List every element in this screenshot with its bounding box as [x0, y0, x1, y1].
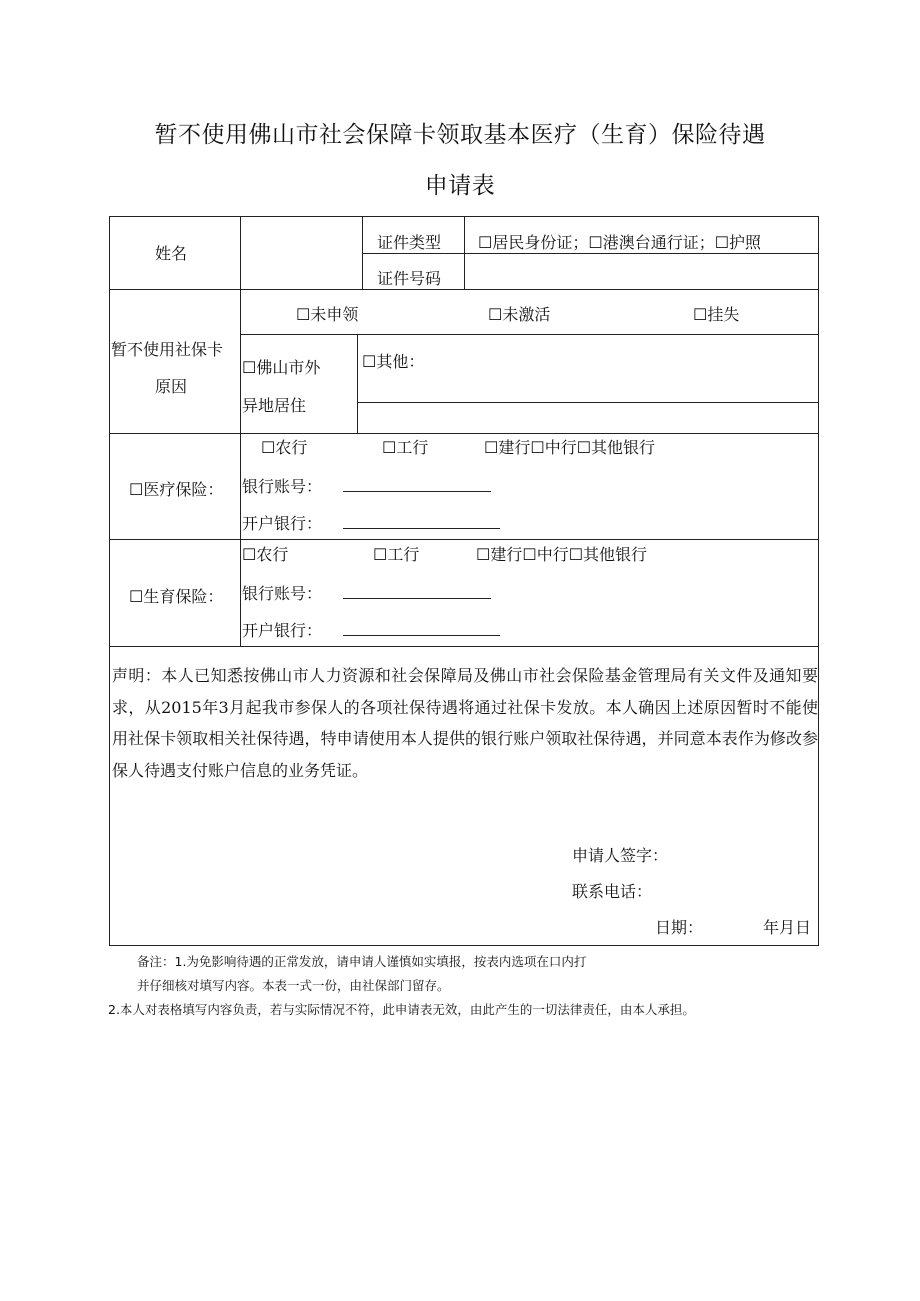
- row-subdivider: [362, 253, 819, 254]
- medical-bank-agri-checkbox[interactable]: ☐农行: [261, 438, 308, 457]
- row-divider: [109, 646, 819, 647]
- medical-account-input[interactable]: [343, 491, 491, 492]
- phone-label: 联系电话：: [572, 882, 653, 901]
- maternity-account-label: 银行账号：: [242, 584, 323, 603]
- form-title-line1: 暂不使用佛山市社会保障卡领取基本医疗（生育）保险待遇: [154, 122, 766, 148]
- table-border-bottom: [109, 945, 819, 946]
- reason-other-input[interactable]: [359, 404, 817, 432]
- maternity-bank-icbc-checkbox[interactable]: ☐工行: [373, 545, 420, 564]
- date-label: 日期：: [655, 918, 704, 937]
- phone-field[interactable]: [657, 876, 812, 900]
- maternity-account-input[interactable]: [343, 598, 491, 599]
- reason-label-line1: 暂不使用社保卡: [111, 340, 224, 359]
- declaration-text: 声明：本人已知悉按佛山市人力资源和社会保障局及佛山市社会保险基金管理局有关文件及通知要求，从2015年3月起我市参保人的各项社保待遇将通过社保卡发放。本人确因上述原因暂时不能使用社保卡领取相关社保待遇，特申请使用本人提供的银行账户领取社保待遇，并同意本表作为修改参保人待遇支付账户信息的业务凭证。: [112, 666, 818, 780]
- name-label: 姓名: [155, 244, 188, 263]
- note-line1: 备注：1.为免影响待遇的正常发放，请申请人谨慎如实填报，按表内选项在口内打: [137, 954, 587, 969]
- reason-remote-checkbox[interactable]: ☐佛山市外: [242, 358, 321, 377]
- col-divider: [357, 334, 358, 434]
- row-subdivider: [357, 402, 819, 403]
- col-divider: [240, 433, 241, 647]
- maternity-bank-other-options[interactable]: ☐建行☐中行☐其他银行: [476, 545, 648, 564]
- maternity-bank-input[interactable]: [343, 635, 500, 636]
- form-title-line2: 申请表: [424, 173, 496, 199]
- col-divider: [240, 289, 241, 434]
- id-type-options[interactable]: ☐居民身份证；☐港澳台通行证；☐护照: [478, 233, 762, 252]
- date-units: 年月日: [763, 918, 812, 937]
- reason-other-checkbox[interactable]: ☐其他：: [362, 352, 425, 371]
- reason-label-line2: 原因: [155, 377, 188, 396]
- medical-bank-label: 开户银行：: [242, 514, 323, 533]
- table-border-left: [109, 216, 110, 946]
- maternity-insurance-checkbox[interactable]: ☐生育保险：: [129, 587, 224, 606]
- reason-not-activated-checkbox[interactable]: ☐未激活: [488, 305, 551, 324]
- medical-bank-other-options[interactable]: ☐建行☐中行☐其他银行: [484, 438, 656, 457]
- id-type-label: 证件类型: [377, 233, 442, 252]
- medical-bank-icbc-checkbox[interactable]: ☐工行: [382, 438, 429, 457]
- row-divider: [109, 539, 819, 540]
- maternity-bank-label: 开户银行：: [242, 621, 323, 640]
- note-line3: 2.本人对表格填写内容负责，若与实际情况不符，此申请表无效，由此产生的一切法律责任，由本人承担。: [108, 1002, 695, 1017]
- row-subdivider: [240, 334, 819, 335]
- table-border-right: [818, 216, 819, 946]
- signature-field[interactable]: [672, 840, 812, 864]
- medical-bank-input[interactable]: [343, 528, 500, 529]
- medical-account-label: 银行账号：: [242, 477, 323, 496]
- name-input[interactable]: [242, 218, 361, 288]
- col-divider: [240, 216, 241, 290]
- signature-label: 申请人签字：: [572, 846, 669, 865]
- medical-insurance-checkbox[interactable]: ☐医疗保险：: [129, 480, 224, 499]
- row-divider: [109, 433, 819, 434]
- id-number-label: 证件号码: [377, 269, 442, 288]
- id-number-input[interactable]: [466, 255, 817, 288]
- maternity-bank-agri-checkbox[interactable]: ☐农行: [242, 545, 289, 564]
- reason-remote-label-line2: 异地居住: [242, 396, 307, 415]
- reason-lost-checkbox[interactable]: ☐挂失: [693, 305, 740, 324]
- note-line2: 并仔细核对填写内容。本表一式一份，由社保部门留存。: [137, 978, 450, 993]
- reason-not-claimed-checkbox[interactable]: ☐未申领: [296, 305, 359, 324]
